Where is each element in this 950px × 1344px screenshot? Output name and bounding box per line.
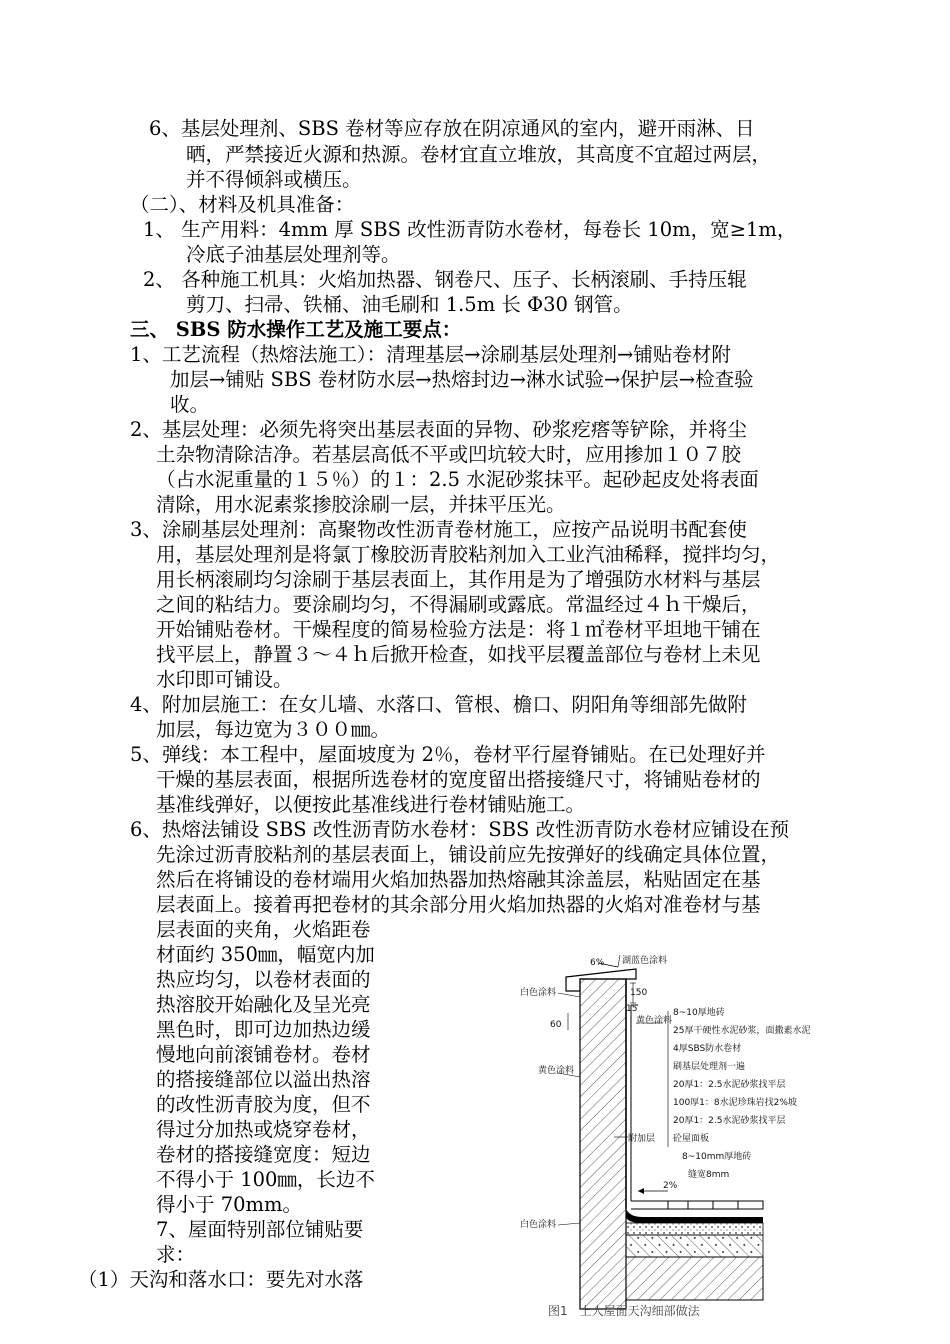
label-slope-bottom: 2% (663, 1181, 678, 1191)
text-line: 不得小于 100㎜，长边不 (156, 1168, 375, 1191)
text-line: 加层→铺贴 SBS 卷材防水层→热熔封边→淋水试验→保护层→检查验 (170, 368, 754, 391)
label-layer-1: 8~10厚地砖 (673, 1008, 725, 1018)
label-layer-6: 100厚1：8水泥珍珠岩找2%坡 (673, 1098, 797, 1108)
text-line: 得过分加热或烧穿卷材， (156, 1118, 371, 1141)
text-line: 7、屋面特别部位铺贴要 (156, 1218, 364, 1241)
text-line: 开始铺贴卷材。干燥程度的简易检验方法是：将１㎡卷材平坦地干铺在 (156, 618, 761, 641)
text-line: 5、弹线：本工程中，屋面坡度为 2％，卷材平行屋脊铺贴。在已处理好并 (130, 743, 766, 766)
figure-caption: 图1 上人屋面天沟细部做法 (548, 1304, 700, 1318)
text-line: 的搭接缝部位以溢出热溶 (156, 1068, 371, 1091)
text-line: 热应均匀，以卷材表面的 (156, 968, 371, 991)
label-layer-7: 20厚1：2.5水泥砂浆找平层 (673, 1116, 786, 1126)
text-line: 材面约 350㎜，幅宽内加 (156, 943, 375, 966)
parapet-wall (580, 979, 626, 1309)
roof-layers (626, 1209, 763, 1223)
screed-layer (626, 1223, 763, 1235)
text-line: 干燥的基层表面，根据所选卷材的宽度留出搭接缝尺寸，将铺贴卷材的 (156, 768, 761, 791)
text-line: 收。 (170, 393, 210, 416)
text-line: 先涂过沥青胶粘剂的基层表面上，铺设前应先按弹好的线确定具体位置， (156, 843, 781, 866)
text-line: 冷底子油基层处理剂等。 (186, 243, 401, 266)
text-line: 3、涂刷基层处理剂：高聚物改性沥青卷材施工，应按产品说明书配套使 (130, 518, 747, 541)
text-line: 黑色时，即可边加热边缓 (156, 1018, 371, 1041)
text-line: 2、基层处理：必须先将突出基层表面的异物、砂浆疙瘩等铲除，并将尘 (130, 418, 747, 441)
label-yellow-coating-2: 黄色涂料 (538, 1066, 575, 1076)
section-heading: （二）、材料及机具准备： (130, 193, 355, 216)
label-slope-top: 6% (590, 958, 605, 968)
text-line: 用，基层处理剂是将氯丁橡胶沥青胶粘剂加入工业汽油稀释，搅拌均匀， (156, 543, 781, 566)
label-white-coating-1: 白色涂料 (520, 988, 557, 998)
text-line: 土杂物清除洁净。若基层高低不平或凹坑较大时，应用掺加１０７胶 (156, 443, 742, 466)
text-line: 然后在将铺设的卷材端用火焰加热器加热熔融其涂盖层，粘贴固定在基 (156, 868, 761, 891)
text-line: 清除，用水泥素浆掺胶涂刷一层，并抹平压光。 (156, 493, 566, 516)
gutter-detail-drawing (518, 955, 811, 1300)
text-line: 层表面的夹角，火焰距卷 (156, 918, 371, 941)
text-line: （1）天沟和落水口：要先对水落 (78, 1268, 364, 1291)
text-line: 慢地向前滚铺卷材。卷材 (156, 1043, 371, 1066)
label-coating-top: 湖蓝色涂料 (622, 956, 668, 966)
text-line: 得小于 70mm。 (156, 1193, 302, 1216)
text-line: 层表面上。接着再把卷材的其余部分用火焰加热器的火焰对准卷材与基 (156, 893, 761, 916)
text-line: 1、工艺流程（热熔法施工）：清理基层→涂刷基层处理剂→铺贴卷材附 (130, 343, 731, 366)
text-line: 2、 各种施工机具：火焰加热器、钢卷尺、压子、长柄滚刷、手持压辊 (143, 268, 747, 291)
text-line: 求： (156, 1243, 196, 1266)
text-line: 晒，严禁接近火源和热源。卷材宜直立堆放，其高度不宜超过两层， (186, 143, 772, 166)
label-layer-3: 4厚SBS防水卷材 (673, 1044, 742, 1054)
label-joint-note: 缝宽8mm (688, 1170, 730, 1180)
text-line: 1、 生产用料：4mm 厚 SBS 改性沥青防水卷材，每卷长 10m，宽≥1m， (143, 218, 797, 241)
text-line: 之间的粘结力。要涂刷均匀，不得漏刷或露底。常温经过４ｈ干燥后， (156, 593, 761, 616)
text-line: 6、基层处理剂、SBS 卷材等应存放在阴凉通风的室内，避开雨淋、日 (149, 117, 755, 140)
text-line: （占水泥重量的１５％）的１：2.5 水泥砂浆抹平。起砂起皮处将表面 (156, 468, 759, 491)
section-heading: 三、 SBS 防水操作工艺及施工要点： (130, 318, 462, 341)
label-layer-8: 砼屋面板 (673, 1134, 710, 1144)
text-line: 4、附加层施工：在女儿墙、水落口、管根、檐口、阴阳角等细部先做附 (130, 693, 747, 716)
label-dim-60: 60 (550, 1020, 562, 1030)
label-layer-5: 20厚1：2.5水泥砂浆找平层 (673, 1080, 786, 1090)
text-line: 卷材的搭接缝宽度：短边 (156, 1143, 371, 1166)
label-yellow-coating-1: 黄色涂料 (636, 1016, 673, 1026)
text-line: 并不得倾斜或横压。 (186, 168, 362, 191)
text-line: 剪刀、扫帚、铁桶、油毛刷和 1.5m 长 Φ30 钢管。 (186, 293, 633, 316)
label-add-layer: 附加层 (628, 1134, 656, 1144)
label-tile-note: 8~10mm厚地砖 (682, 1152, 752, 1162)
text-line: 找平层上，静置３～４ｈ后掀开检查，如找平层覆盖部位与卷材上未见 (156, 643, 761, 666)
label-layer-4: 刷基层处理剂一遍 (673, 1062, 746, 1072)
text-line: 水印即可铺设。 (156, 668, 293, 691)
label-dim-15: 15 (626, 1004, 638, 1014)
label-white-coating-2: 白色涂料 (520, 1220, 557, 1230)
label-layer-2: 25厚干硬性水泥砂浆，面撒素水泥 (673, 1026, 811, 1036)
text-line: 热溶胶开始融化及呈光亮 (156, 993, 371, 1016)
text-line: 的改性沥青胶为度，但不 (156, 1093, 371, 1116)
label-dim-150: 150 (630, 988, 648, 998)
text-line: 基准线弹好，以便按此基准线进行卷材铺贴施工。 (156, 793, 586, 816)
concrete-slab (626, 1257, 763, 1300)
text-line: 加层，每边宽为３００㎜。 (156, 718, 391, 741)
text-line: 6、热熔法铺设 SBS 改性沥青防水卷材：SBS 改性沥青防水卷材应铺设在预 (130, 818, 790, 841)
text-line: 用长柄滚刷均匀涂刷于基层表面上，其作用是为了增强防水材料与基层 (156, 568, 761, 591)
insulation-layer (626, 1235, 763, 1257)
